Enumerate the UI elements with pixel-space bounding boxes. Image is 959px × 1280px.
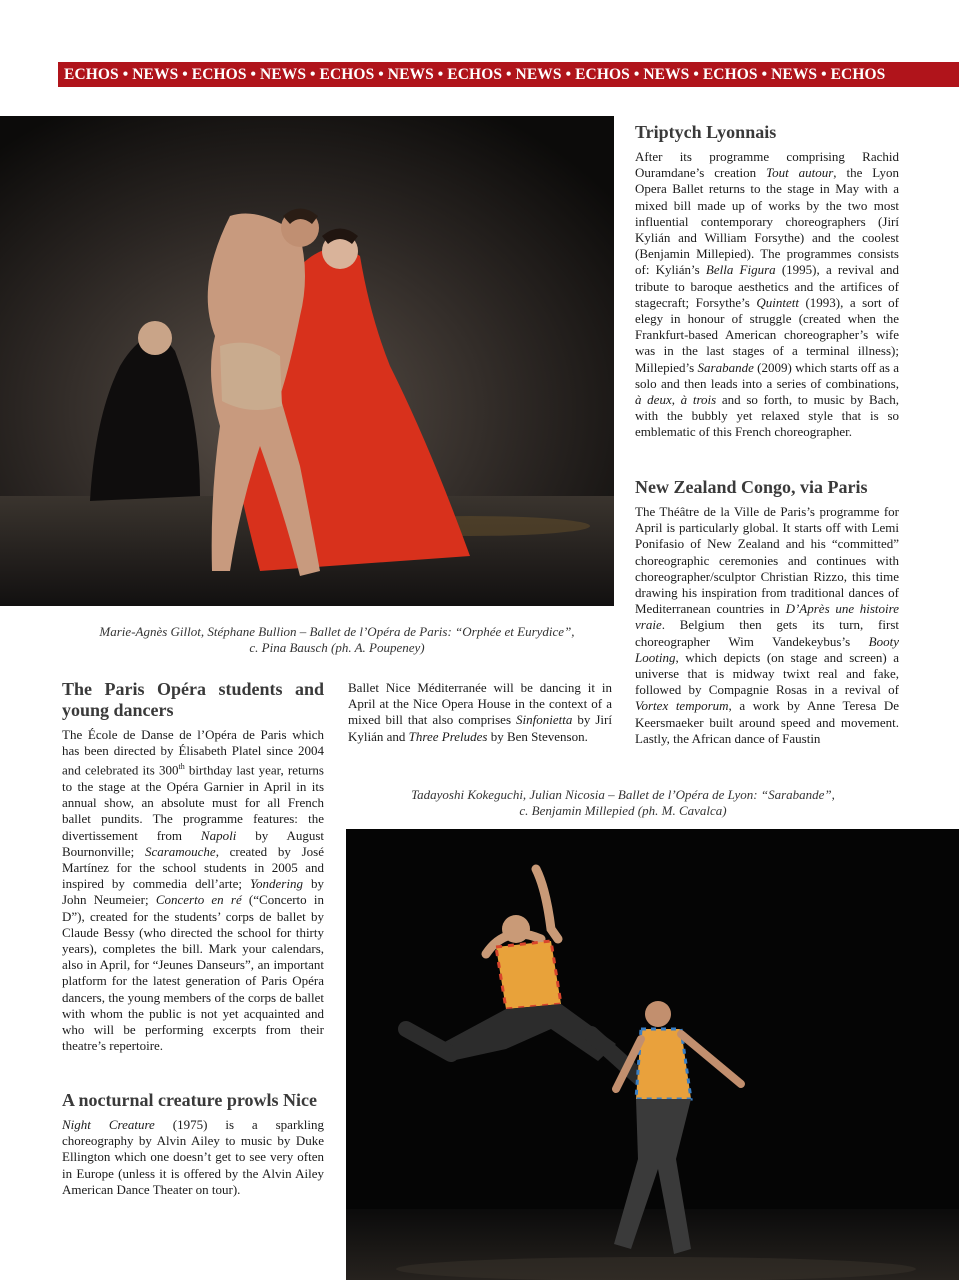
article-title-triptych: Triptych Lyonnais (635, 122, 777, 142)
photo2-caption-line2: c. Benjamin Millepied (ph. M. Cavalca) (519, 803, 727, 818)
photo2-caption (346, 787, 900, 819)
article-title-new-zealand: New Zealand Congo, via Paris (635, 477, 868, 497)
article-body-nocturnal-2: Ballet Nice Méditerranée will be dancing it in April at the Nice Opera House in the context of a mixed bill that also comprises Sinfonietta by Jirí Kylián and Three Preludes by Ben Stevenson. (348, 680, 612, 744)
article-paris-students (62, 679, 324, 1054)
photo2-caption-line1: Tadayoshi Kokeguchi, Julian Nicosia – Ballet de l’Opéra de Lyon: “Sarabande”, (411, 787, 835, 802)
article-new-zealand (635, 477, 899, 747)
section-banner: ECHOS • NEWS • ECHOS • NEWS • ECHOS • NEWS • ECHOS • NEWS • ECHOS • NEWS • ECHOS • NEWS • ECHOS (58, 62, 959, 87)
article-nocturnal (62, 1090, 324, 1198)
photo-orphee-eurydice (0, 116, 614, 606)
article-body-triptych: After its programme comprising Rachid Ouramdane’s creation Tout autour, the Lyon Opera Ballet returns to the stage in May with a mixed bill made up of works by the two most influential contemporary choreographers (Jirí Kylián and William Forsythe) and the coolest (Benjamin Millepied). The programmes consists of: Kylián’s Bella Figura (1995), a revival and tribute to baroque aesthetics and the artifices of stagecraft; Forsythe’s Quintett (1993), a sort of elegy in honour of struggle (created when the Frankfurt-based American choreographer’s wife was in the last stages of a terminal illness); Millepied’s Sarabande (2009) which starts off as a solo and then leads into a series of combinations, à deux, à trois and so forth, to music by Bach, with the bubbly yet relaxed style that is so emblematic of this French choreographer. (635, 149, 900, 440)
article-body-paris-students: The École de Danse de l’Opéra de Paris which has been directed by Élisabeth Platel since 2004 and celebrated its 300th birthday last year, returns to the stage at the Opéra Garnier in April in its annual show, an absolute must for all French ballet pundits. The programme features: the divertissement from Napoli by August Bournonville; Scaramouche, created by José Martínez for the school students in 2005 and inspired by commedia dell’arte; Yondering by John Neumeier; Concerto en ré (“Concerto in D”), created for the students’ corps de ballet by Claude Bessy (who directed the school for thirty years), completes the bill. Mark your calendars, also in April, for “Jeunes Danseurs”, an important platform for the latest generation of Paris Opéra dancers, the young members of the corps de ballet with whom the public is not yet acquainted and who will be performing excerpts from their theatre’s repertoire. (62, 727, 324, 1054)
article-title-paris-students: The Paris Opéra students and young dancers (62, 679, 324, 720)
article-nocturnal-continued (348, 680, 612, 745)
article-triptych (635, 122, 899, 441)
photo1-caption-line1: Marie-Agnès Gillot, Stéphane Bullion – Ballet de l’Opéra de Paris: “Orphée et Eurydice”, (99, 624, 575, 639)
photo-sarabande (346, 829, 959, 1280)
photo1-caption-line2: c. Pina Bausch (ph. A. Poupeney) (249, 640, 425, 655)
article-title-nocturnal: A nocturnal creature prowls Nice (62, 1090, 317, 1110)
article-body-new-zealand: The Théâtre de la Ville de Paris’s programme for April is particularly global. It starts off with Lemi Ponifasio of New Zealand and his “committed” choreographic ceremonies and continues with choreographer/sculptor Christian Rizzo, this time drawing his inspiration from traditional dances of Mediterranean countries in D’Après une histoire vraie. Belgium then gets its turn, first choreographer Wim Vandekeybus’s Booty Looting, which depicts (on stage and screen) a universe that is midway twixt real and fake, followed by Compagnie Rosas in a revival of Vortex temporum, a work by Anne Teresa De Keersmaeker built around speed and movement. Lastly, the African dance of Faustin (635, 504, 900, 746)
article-body-nocturnal-1: Night Creature (1975) is a sparkling choreography by Alvin Ailey to music by Duke Ellington which one doesn’t get to see very often in Europe (unless it is offered by the Alvin Ailey American Dance Theater on tour). (62, 1117, 325, 1197)
photo1-caption (40, 624, 634, 656)
